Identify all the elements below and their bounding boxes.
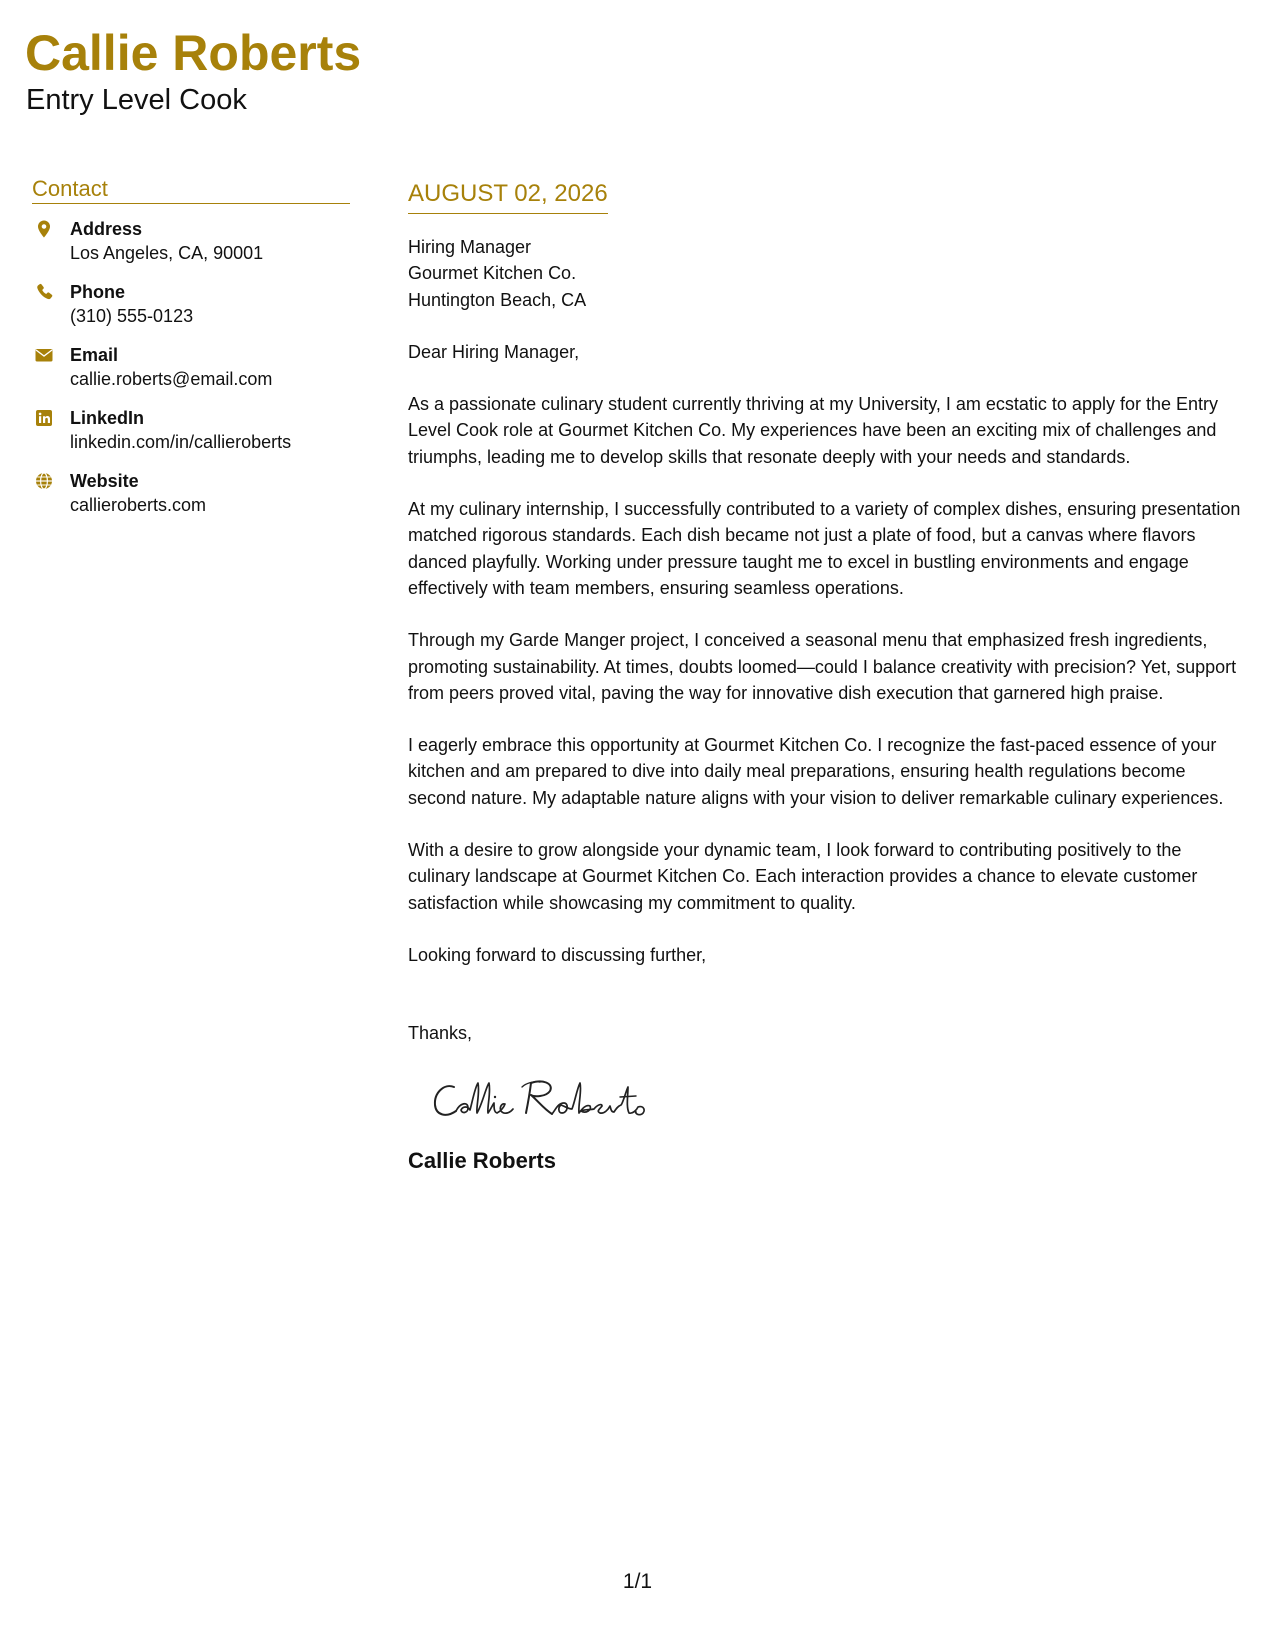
recipient-block <box>408 234 1243 313</box>
phone-icon <box>34 282 54 302</box>
job-title: Entry Level Cook <box>26 84 247 116</box>
envelope-icon <box>34 345 54 365</box>
handwritten-signature <box>430 1073 660 1127</box>
sign-off: Thanks, <box>408 1023 473 1044</box>
body-paragraph: Through my Garde Manger project, I conceived a seasonal menu that emphasized fresh ingredients, promoting sustainability. At times, doubts loomed—could I balance creativity with precision? Yet, support from peers proved vital, paving the way for innovative dish execution that garnered high praise. <box>408 630 1237 703</box>
contact-item-address <box>32 217 350 280</box>
contact-label: Address <box>70 219 143 239</box>
salutation: Dear Hiring Manager, <box>408 341 580 362</box>
linkedin-value: linkedin.com/in/callieroberts <box>70 432 292 452</box>
recipient-name: Hiring Manager <box>408 237 532 257</box>
contact-item-website <box>32 469 350 532</box>
contact-label: Website <box>70 471 139 491</box>
map-pin-icon <box>34 219 54 239</box>
phone-value: (310) 555-0123 <box>70 306 194 326</box>
linkedin-icon <box>34 408 54 428</box>
page-number: 1/1 <box>622 1570 653 1593</box>
recipient-company: Gourmet Kitchen Co. <box>408 263 577 284</box>
contact-list <box>32 217 350 532</box>
contact-label: LinkedIn <box>70 408 145 428</box>
email-value: callie.roberts@email.com <box>70 369 273 389</box>
body-paragraph: At my culinary internship, I successfully contributed to a variety of complex dishes, ensuring presentation matched rigorous standards. Each dish became not just a plate of food, but a canvas where flavors danced playfully. Working under pressure taught me to excel in bustling environments and engage effectively with team members, ensuring seamless operations. <box>408 499 1241 598</box>
contact-sidebar <box>32 176 350 532</box>
contact-item-phone <box>32 280 350 343</box>
applicant-name: Callie Roberts <box>25 25 362 81</box>
signed-name: Callie Roberts <box>408 1147 556 1173</box>
letter-date: AUGUST 02, 2026 <box>408 178 608 214</box>
body-paragraph: With a desire to grow alongside your dynamic team, I look forward to contributing positively to the culinary landscape at Gourmet Kitchen Co. Each interaction provides a chance to elevate customer satisfaction while showcasing my commitment to quality. <box>408 840 1198 913</box>
cover-letter <box>408 178 1243 1175</box>
recipient-location: Huntington Beach, CA <box>408 289 587 310</box>
globe-icon <box>34 471 54 491</box>
body-paragraph: As a passionate culinary student currently thriving at my University, I am ecstatic to apply for the Entry Level Cook role at Gourmet Kitchen Co. My experiences have been an exciting mix of challenges and triumphs, leading me to develop skills that resonate deeply with your needs and standards. <box>408 394 1219 467</box>
contact-label: Phone <box>70 282 126 302</box>
body-paragraph: I eagerly embrace this opportunity at Gourmet Kitchen Co. I recognize the fast-paced essence of your kitchen and am prepared to dive into daily meal preparations, ensuring health regulations become second nature. My adaptable nature aligns with your vision to deliver remarkable culinary experiences. <box>408 735 1224 808</box>
contact-item-linkedin <box>32 406 350 469</box>
website-value: callieroberts.com <box>70 495 207 515</box>
contact-label: Email <box>70 345 119 365</box>
closing-line: Looking forward to discussing further, <box>408 944 707 965</box>
letter-body <box>408 339 1243 1047</box>
address-value: Los Angeles, CA, 90001 <box>70 243 264 263</box>
contact-heading: Contact <box>32 176 350 204</box>
contact-item-email <box>32 343 350 406</box>
